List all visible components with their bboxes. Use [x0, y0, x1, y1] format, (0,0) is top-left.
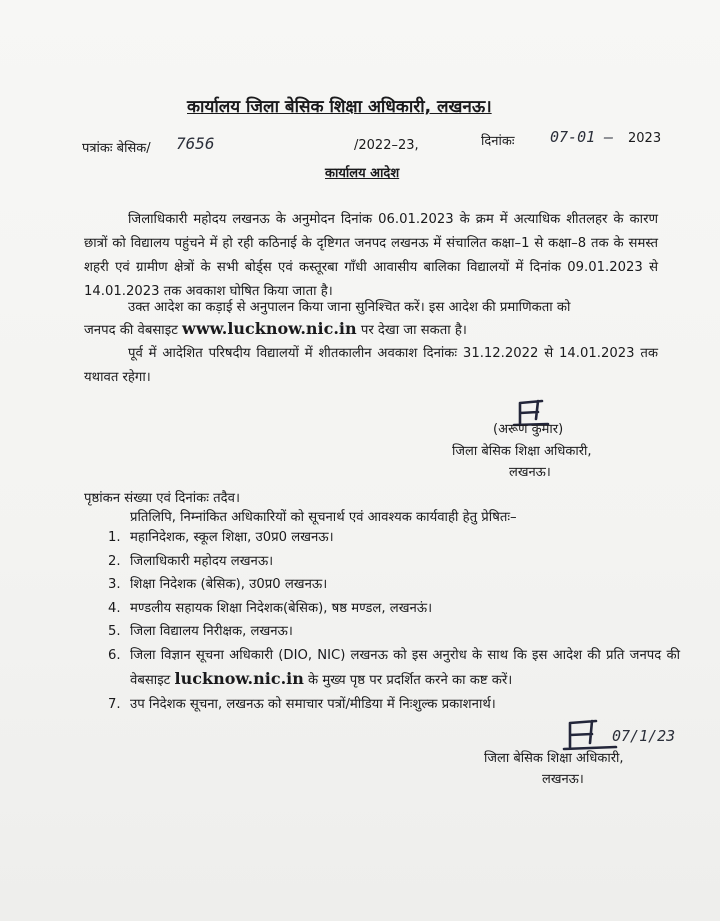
endorsement-line: पृष्ठांकन संख्या एवं दिनांकः तदैव।: [84, 491, 240, 506]
order-paragraph-3: [84, 342, 658, 390]
list-number: 2.: [108, 553, 121, 569]
order-paragraph-1: [84, 208, 658, 304]
list-item: [100, 597, 680, 621]
signatory-place-2: लखनऊ।: [542, 772, 584, 787]
order-paragraph-1-text: जिलाधिकारी महोदय लखनऊ के अनुमोदन दिनांक 06.01.2023 के क्रम में अत्याधिक शीतलहर के कारण छात्रों को विद्यालय पहुंचने में हो रही कठिनाई के दृष्टिगत जनपद लखनऊ में संचालित कक्षा–1 से कक्षा–8 तक के समस्त शहरी एवं ग्रामीण क्षेत्रों के सभी बोर्ड्स एवं कस्तूरबा गाँधी आवासीय बालिका विद्यालयों में दिनांक 09.01.2023 से 14.01.2023 तक अवकाश घोषित किया जाता है।: [84, 212, 658, 299]
date-handwritten: 07-01 —: [550, 128, 614, 146]
date-label: दिनांकः: [481, 134, 515, 149]
list-number: 1.: [108, 530, 121, 545]
list-item: [100, 573, 680, 597]
list-text: जिलाधिकारी महोदय लखनऊ।: [130, 553, 274, 569]
list-number: 7.: [108, 696, 121, 712]
patrank-number: 7656: [176, 134, 215, 153]
list-item: [100, 620, 680, 644]
signatory-designation: जिला बेसिक शिक्षा अधिकारी,: [452, 444, 592, 459]
list-text: महानिदेशक, स्कूल शिक्षा, उ0प्र0 लखनऊ।: [130, 530, 334, 545]
list-item: [100, 644, 680, 693]
order-paragraph-2-line-1: उक्त आदेश का कड़ाई से अनुपालन किया जाना सुनिश्चित करें। इस आदेश की प्रमाणिकता को: [128, 300, 571, 315]
website-prefix: जनपद की वेबसाइट: [84, 323, 178, 338]
date-year: 2023: [628, 131, 662, 146]
list-item: [100, 550, 680, 574]
signatory-place: लखनऊ।: [509, 465, 551, 480]
year-reference: /2022–23,: [354, 138, 419, 153]
list-text: मण्डलीय सहायक शिक्षा निदेशक(बेसिक), षष्ठ मण्डल, लखनऊं।: [130, 600, 433, 616]
list-text-suffix: के मुख्य पृष्ठ पर प्रदर्शित करने का कष्ट करें।: [308, 673, 513, 688]
website-suffix: पर देखा जा सकता है।: [360, 323, 467, 338]
list-text: शिक्षा निदेशक (बेसिक), उ0प्र0 लखनऊ।: [130, 577, 328, 592]
patrank-label: पत्रांकः बेसिक/: [82, 141, 151, 156]
list-text: जिला विद्यालय निरीक्षक, लखनऊ।: [130, 624, 293, 639]
website-link[interactable]: www.lucknow.nic.in: [182, 319, 357, 338]
copy-intro: प्रतिलिपि, निम्नांकित अधिकारियों को सूचनार्थ एवं आवश्यक कार्यवाही हेतु प्रेषितः–: [130, 510, 517, 525]
list-number: 3.: [108, 577, 121, 592]
signatory-designation-2: जिला बेसिक शिक्षा अधिकारी,: [484, 751, 624, 766]
list-text: उप निदेशक सूचना, लखनऊ को समाचार पत्रों/मीडिया में निःशुल्क प्रकाशनार्थ।: [130, 696, 496, 712]
list-text: जिला विज्ञान सूचना अधिकारी (DIO, NIC) लखनऊ को इस अनुरोध के साथ कि इस आदेश की प्रति जनपद की वेबसाइट: [130, 647, 680, 688]
list-number: 6.: [108, 647, 121, 663]
list-number: 5.: [108, 624, 121, 639]
website-link[interactable]: lucknow.nic.in: [174, 669, 304, 688]
signatory-name: (अरूण कुमार): [493, 422, 564, 437]
signature-mark-2: [560, 713, 620, 751]
list-number: 4.: [108, 600, 121, 616]
office-title: कार्यालय जिला बेसिक शिक्षा अधिकारी, लखनऊ।: [187, 97, 492, 117]
copy-list: [100, 526, 680, 716]
handwritten-date: 07/1/23: [612, 727, 676, 745]
list-item: [100, 526, 680, 550]
order-paragraph-2-line-2: [84, 319, 467, 338]
order-paragraph-3-text: पूर्व में आदेशित परिषदीय विद्यालयों में शीतकालीन अवकाश दिनांकः 31.12.2022 से 14.01.2023 तक यथावत रहेगा।: [84, 346, 658, 385]
order-heading: कार्यालय आदेश: [325, 166, 400, 181]
